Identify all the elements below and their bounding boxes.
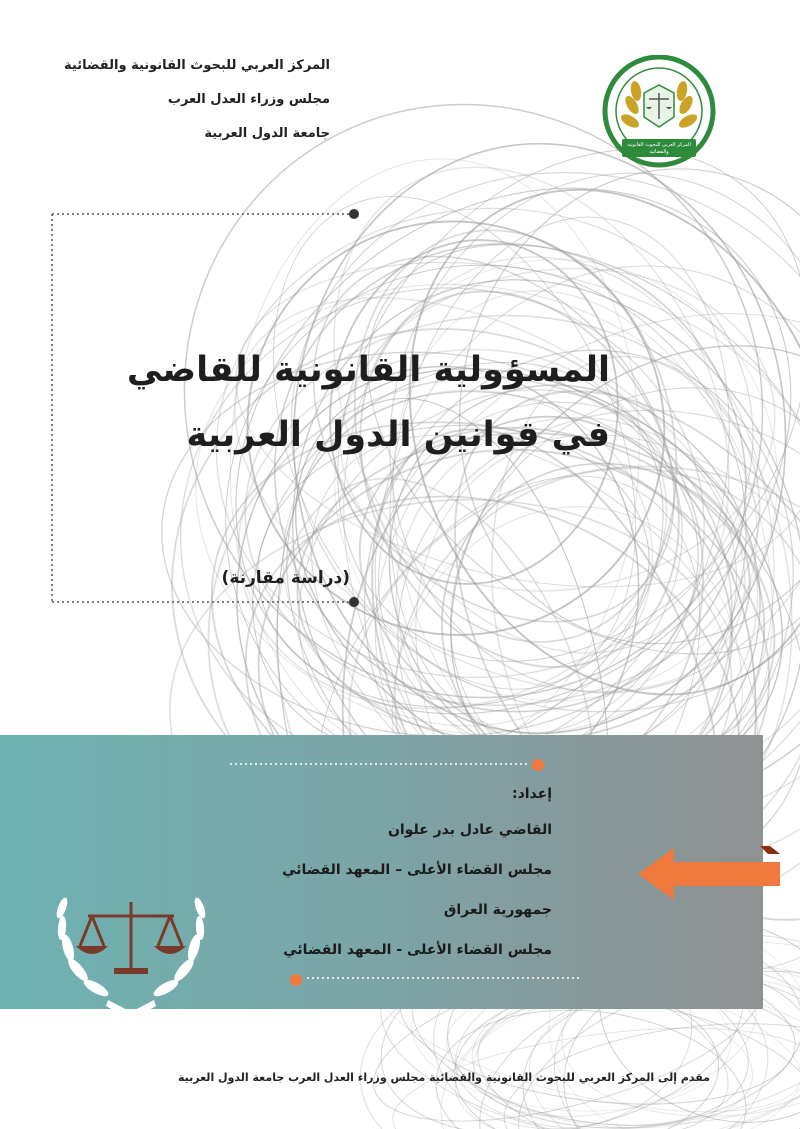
book-title-line1: المسؤولية القانونية للقاضي [126,350,610,390]
author-name: القاضي عادل بدر علوان [387,822,552,838]
left-arrow-icon [634,842,782,906]
scales-of-justice-emblem-icon [48,888,214,1026]
author-affiliation-repeat: مجلس القضاء الأعلى - المعهد القضائي [283,942,552,958]
book-title-line2: في قوانين الدول العربية [186,415,610,455]
header-league-name: جامعة الدول العربية [204,126,330,141]
footer-note: مقدم إلى المركز العربي للبحوث القانونية والقضائية مجلس وزراء العدل العرب جامعة الدول العربية [177,1071,710,1084]
panel-divider-bottom [283,973,583,987]
book-subtitle: (دراسة مقارنة) [221,568,350,588]
header-council-name: مجلس وزراء العدل العرب [167,92,330,107]
title-frame [40,205,370,610]
logo-banner-text: المركز العربي للبحوث القانونية والقضائية [627,142,691,155]
panel-divider-top [225,758,555,772]
header-org-name: المركز العربي للبحوث القانونية والقضائية [64,58,330,73]
author-country: جمهورية العراق [443,902,552,918]
prepared-by-label: إعداد: [511,786,552,802]
author-affiliation: مجلس القضاء الأعلى – المعهد القضائي [282,862,552,878]
